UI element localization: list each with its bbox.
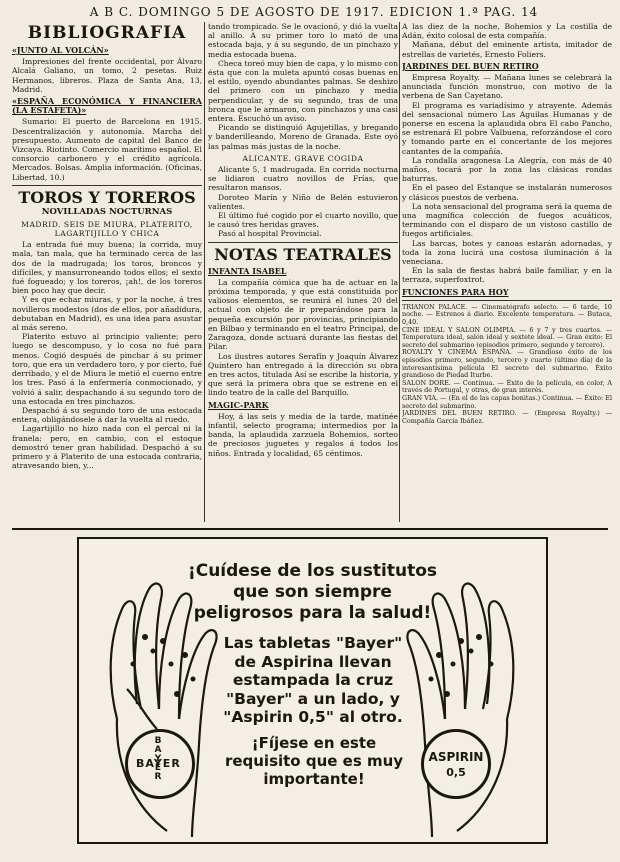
article-paragraph: Los ilustres autores Serafín y Joaquín Álvarez Quintero han entregado á la dirección su obra en tres actos, titulada Así se escribe la historia, y que será la primera obra que se estrene en el lindo teatro de la calle del Barquillo.	[208, 351, 398, 398]
article-heading: MAGIC-PARK	[208, 399, 269, 410]
article-paragraph: Sumario: El puerto de Barcelona en 1915. Descentralización y autonomía. Marcha del presupuesto. Aumento de capital del Banco de Vizcaya. Riotinto. Comercio marítimo español. El consorcio carbonero y el crédito agrícola. Mercados. Bolsas. Amplia información. (Oficinas, Libertad, 10.)	[12, 117, 202, 182]
aspirin-tablet	[421, 729, 491, 799]
listing-entry: ROYALTY Y CINEMA ESPAÑA. — Grandioso éxito de los episodios primero, segundo, tercero y cuarto (último día) de la interesantísima película El secreto del submarino. Éxito grandioso de Piedad Iturbe.	[402, 348, 612, 380]
article-heading: INFANTA ISABEL	[208, 265, 287, 276]
article-paragraph: A las diez de la noche, Bohemios y La costilla de Adán, éxito colosal de esta compañía.	[402, 22, 612, 41]
article-paragraph: Impresiones del frente occidental, por Álvaro Alcalá Galiano, un tomo, 2 pesetas. Ruiz Hermanos, libreros. Plaza de Santa Ana, 13, Madrid.	[12, 57, 202, 94]
section-title-bibliografia: BIBLIOGRAFIA	[27, 23, 187, 43]
ad-headline: ¡Cuídese de los sustitutos que son siempre peligrosos para la salud!	[187, 561, 438, 623]
article-paragraph: Empresa Royalty. — Mañana lunes se celebrará la anunciada función monstruo, con motivo de la verbena de San Cayetano.	[402, 73, 612, 101]
section-title-toros: TOROS Y TOREROS	[18, 187, 196, 207]
aspirin-dose: 0,5	[446, 765, 466, 779]
article-paragraph: Checa toreó muy bien de capa, y lo mismo con ésta que con la muleta apuntó cosas buenas en el estilo, oyendo abundantes palmas. Se deshizo del primero con un pinchazo y media perpendicular, y de su segundo, tras de una bronca que le armaron, con pinchazos y una casi entera. Escuchó un aviso.	[208, 58, 398, 124]
article-paragraph: Pasó al hospital Provincial.	[218, 229, 322, 239]
bayer-advertisement	[77, 537, 548, 844]
article-heading: ALICANTE. GRAVE COGIDA	[242, 153, 364, 163]
article-paragraph: El último fué cogido por el cuarto novillo, que le causó tres heridas graves.	[208, 211, 398, 230]
ad-body: Las tabletas "Bayer" de Aspirina llevan estampada la cruz "Bayer" a un lado, y "Aspirin 0,5" al otro.	[223, 634, 403, 726]
bayer-cross-horizontal: BAYER	[136, 757, 181, 770]
column-2	[208, 22, 398, 522]
article-paragraph: Hoy, á las seis y media de la tarde, matinée infantil, selecto programa; intermedios por la banda, la aplaudida zarzuela Bohemios, sorteo de preciosos juguetes y regalos á todos los niños. Entrada y localidad, 65 céntimos.	[208, 411, 398, 458]
article-paragraph: Picando se distinguió Agujetillas, y bregando y banderilleando, Moreno de Granada. Este oyó las palmas más justas de la noche.	[208, 123, 398, 151]
article-heading: «ESPAÑA ECONÓMICA Y FINANCIERA (LA ESTAFETA)»	[12, 96, 202, 116]
divider	[12, 185, 202, 186]
bayer-cross-tablet	[125, 729, 195, 799]
column-1	[12, 22, 202, 522]
aspirin-label: ASPIRIN	[428, 749, 484, 764]
article-heading: MADRID. SEIS DE MIURA, PLATERITO, LAGARTIJILLO Y CHICA	[21, 219, 193, 239]
divider	[402, 300, 612, 301]
article-paragraph: La entrada fué muy buena; la corrida, muy mala, tan mala, que ha terminado cerca de las dos de la madrugada; los toros, broncos y difíciles, y mansurroneando todos ellos; el sexto fué fogueado; y los toreros, ¡ah!, de los toreros bien poco hay que decir.	[12, 240, 202, 296]
article-paragraph: La compañía cómica que ha de actuar en la próxima temporada, y que está constituída por valiosos elementos, se reunirá el lunes 20 del actual con objeto de ir preparándose para la pequeña excursión por provincias, principiando en Bilbao y terminando en el teatro Principal, de Zaragoza, donde actuará durante las fiestas del Pilar.	[208, 277, 398, 352]
article-heading: JARDINES DEL BUEN RETIRO	[402, 60, 539, 71]
article-paragraph: Alicante 5, 1 madrugada. En corrida nocturna se lidiaron cuatro novillos de Frías, que resultaron mansos.	[208, 165, 398, 193]
ad-tagline: ¡Fíjese en este requisito que es muy importante!	[224, 734, 404, 788]
section-title-notas-teatrales: NOTAS TEATRALES	[214, 244, 392, 264]
article-paragraph: En la sala de fiestas habrá baile familiar, y en la terraza, superfoxtrot.	[402, 266, 612, 285]
listing-entry: GRAN VIA. — (En el de las capas bonitas.) Continua. — Éxito: El secreto del submarino.	[402, 394, 612, 410]
listing-entry: TRIANON PALACE. — Cinematógrafo selecto. — 6 tarde, 10 noche. — Estrenos á diario. Excelente temperatura. — Butaca, 0,40.	[402, 302, 612, 327]
article-paragraph: La nota sensacional del programa será la quema de una magnífica colección de fuegos acuáticos, terminando con el disparo de un vistoso castillo de fuegos artificiales.	[402, 201, 612, 239]
listing-entry: SALON DORE. — Continua. — Éxito de la película, en color, A través de Portugal, y otras, de gran interés.	[402, 378, 612, 395]
article-paragraph: La rondalla aragonesa La Alegría, con más de 40 maños, tocará por la zona las clásicas rondas baturras.	[402, 155, 612, 184]
bayer-cross-vertical: BAYER	[153, 736, 163, 781]
page-header: A B C. DOMINGO 5 DE AGOSTO DE 1917. EDICION 1.ª PAG. 14	[89, 5, 539, 19]
article-paragraph: Y es que echar miuras, y por la noche, á tres novilleros modestos (dos de ellos, por añadidura, debutaban en Madrid), es una idea para asustar al más sereno.	[12, 295, 202, 333]
article-paragraph: Despachó á su segundo toro de una estocada entera, obligándosele á dar la vuelta al ruedo.	[12, 405, 202, 425]
article-paragraph: El programa es variadísimo y atrayente. Además del sensacional número Las Aguilas Humanas y de ponerse en escena la aplaudida obra El cabo Pancho, se estrenará El pobre Valbuena, reforzándose el coro y tomando parte en el concertante de los mejores cantantes de la compañía.	[402, 100, 612, 156]
article-paragraph: Doroteo Marín y Niño de Belén estuvieron valientes.	[208, 192, 398, 211]
listing-entry: CINE IDEAL Y SALON OLIMPIA. — 6 y 7 y tres cuartos. — Temperatura ideal, salón ideal y sextete ideal. — Gran éxito: El secreto del submarino (episodios primero, segundo y tercero).	[402, 325, 612, 349]
column-divider	[204, 22, 205, 522]
article-paragraph: Platerito estuvo al principio valiente; pero luego se descompuso, y lo cosa no fué para menos. Cogió después de pinchar á su primer toro, que era un verdadero toro, y por cierto, fué derribado, y el de Miura le metió el cuerno entre los tres. Pasó á la enfermería conmocionado, y volvió á salir, despachando á su segundo toro de una estocada en tres pinchazos.	[12, 332, 202, 406]
article-heading: «JUNTO AL VOLCÁN»	[12, 45, 109, 55]
section-subtitle: NOVILLADAS NOCTURNAS	[41, 206, 173, 217]
article-heading: FUNCIONES PARA HOY	[402, 286, 509, 297]
column-divider	[399, 22, 400, 522]
section-divider	[12, 528, 608, 530]
article-paragraph: Las barcas, botes y canoas estarán adornadas, y toda la zona lucirá una costosa iluminación á la veneciana.	[402, 238, 612, 267]
article-paragraph: tando trompicado. Se le ovacionó, y dió la vuelta al anillo. A su primer toro lo mató de una estocada baja, y á su segundo, de un pinchazo y media estocada buena.	[208, 22, 398, 59]
divider	[208, 242, 398, 243]
article-paragraph: Lagartijillo no hizo nada con el percal ni la franela; pero, en cambio, con el estoque demostró tener gran habilidad. Despachó á su primero y á Platerito de una estocada contraria, atravesando bien, y...	[12, 424, 202, 471]
listing-entry: JARDINES DEL BUEN RETIRO. — (Empresa Royalty.) — Compañía García Ibáñez.	[402, 409, 612, 425]
article-paragraph: Mañana, début del eminente artista, imitador de estrellas de varietés, Ernesto Foliers.	[402, 40, 612, 59]
article-paragraph: En el paseo del Estanque se instalarán numerosos y clásicos puestos de verbena.	[402, 183, 612, 202]
column-3	[402, 22, 612, 522]
